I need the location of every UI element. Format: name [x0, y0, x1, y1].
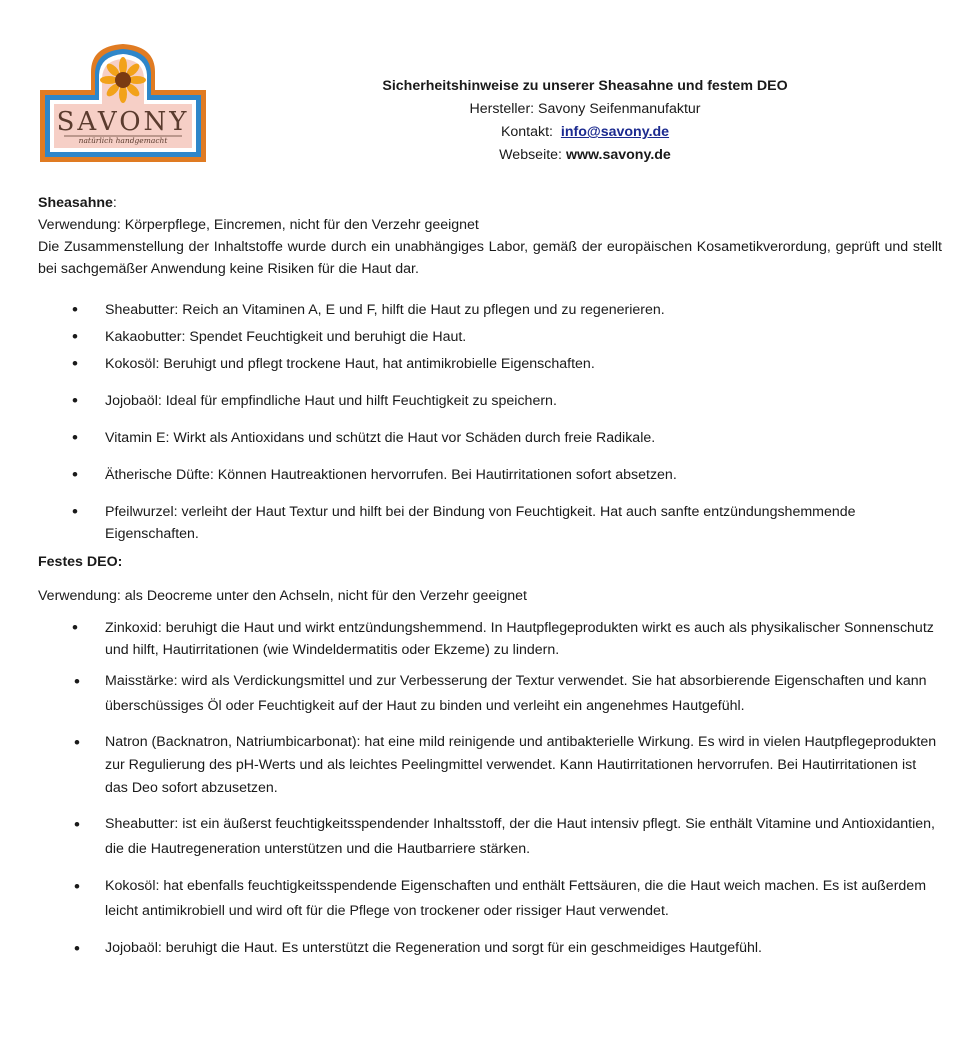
bullet-icon: •	[74, 733, 80, 752]
list-item: • Vitamin E: Wirkt als Antioxidans und schützt die Haut vor Schäden durch freie Radikale.	[72, 428, 656, 447]
website-url: www.savony.de	[565, 147, 671, 163]
list-item: • Sheabutter: Reich an Vitaminen A, E und F, hilft die Haut zu pflegen und zu regenerieren.	[72, 300, 665, 319]
list-item: • Maisstärke: wird als Verdickungsmittel und zur Verbesserung der Textur verwendet. Sie hat absorbierende Eigenschaften und kann überschüssiges Öl oder Feuchtigkeit auf der Haut zu binden und verleiht ein angenehmes Hautgefühl.	[38, 669, 942, 719]
manufacturer-line: Hersteller: Savony Seifenmanufaktur	[469, 101, 701, 117]
bullet-icon: •	[72, 300, 78, 319]
website-line	[340, 144, 830, 167]
list-item: • Sheabutter: ist ein äußerst feuchtigkeitsspendender Inhaltsstoff, der die Haut intensiv pflegt. Sie enthält Vitamine und Antioxidantien, die die Hautregeneration unterstützen und die Hautbarriere stärken.	[38, 812, 942, 862]
shea-ingredient-list	[38, 299, 942, 545]
list-item: • Zinkoxid: beruhigt die Haut und wirkt entzündungshemmend. In Hautpflegeprodukten wirkt es auch als physikalischer Sonnenschutz und hilft, Hautirritationen (wie Windeldermatitis oder Ekzeme) zu lindern.	[72, 618, 934, 658]
document-header	[340, 75, 830, 167]
list-item: • Kokosöl: hat ebenfalls feuchtigkeitsspendende Eigenschaften und enthält Fettsäuren, die die Haut weich machen. Es ist außerdem leicht antimikrobiell und wird oft für die Pflege von trockener oder rissiger Haut verwendet.	[38, 874, 942, 924]
bullet-icon: •	[72, 428, 78, 447]
document-title: Sicherheitshinweise zu unserer Sheasahne und festem DEO	[382, 78, 788, 94]
bullet-icon: •	[72, 465, 78, 484]
shea-usage: Verwendung: Körperpflege, Eincremen, nicht für den Verzehr geeignet	[38, 217, 479, 233]
list-item: • Pfeilwurzel: verleiht der Haut Textur und hilft bei der Bindung von Feuchtigkeit. Hat auch sanfte entzündungshemmende Eigenschaften.	[72, 502, 856, 542]
list-item: • Ätherische Düfte: Können Hautreaktionen hervorrufen. Bei Hautirritationen sofort absetzen.	[72, 465, 677, 484]
savony-logo	[36, 42, 210, 164]
contact-email-link[interactable]: info@savony.de	[560, 124, 670, 140]
shea-heading-line: Sheasahne:	[38, 195, 117, 211]
list-item: • Jojobaöl: Ideal für empfindliche Haut und hilft Feuchtigkeit zu speichern.	[72, 391, 557, 410]
shea-heading: Sheasahne	[38, 195, 113, 211]
bullet-icon: •	[72, 327, 78, 346]
list-item: • Kakaobutter: Spendet Feuchtigkeit und beruhigt die Haut.	[72, 327, 467, 346]
bullet-icon: •	[74, 672, 80, 691]
deo-usage: Verwendung: als Deocreme unter den Achseln, nicht für den Verzehr geeignet	[38, 588, 527, 604]
bullet-icon: •	[72, 354, 78, 373]
bullet-icon: •	[72, 502, 78, 521]
deo-ingredient-list	[38, 617, 942, 961]
bullet-icon: •	[74, 939, 80, 958]
list-item: • Jojobaöl: beruhigt die Haut. Es unterstützt die Regeneration und sorgt für ein geschmeidiges Hautgefühl.	[38, 936, 942, 961]
website-label: Webseite:	[499, 147, 562, 163]
logo-tagline: natürlich handgemacht	[78, 136, 168, 145]
contact-label: Kontakt:	[500, 124, 553, 140]
list-item: • Kokosöl: Beruhigt und pflegt trockene Haut, hat antimikrobielle Eigenschaften.	[72, 354, 595, 373]
bullet-icon: •	[72, 618, 78, 637]
logo-brand: SAVONY	[56, 107, 190, 137]
shea-description: Die Zusammenstellung der Inhaltstoffe wurde durch ein unabhängiges Labor, gemäß der europäischen Kosametikverordung, geprüft und stellt bei sachgemäßer Anwendung keine Risiken für die Haut dar.	[38, 239, 942, 277]
bullet-icon: •	[74, 877, 80, 896]
list-item: • Natron (Backnatron, Natriumbicarbonat): hat eine mild reinigende und antibakterielle Wirkung. Es wird in vielen Hautpflegeprodukten zur Regulierung des pH-Werts und als leichtes Peelingmittel verwendet. Kann Hautirritationen hervorrufen. Bei Hautirritationen ist das Deo sofort abzusetzen.	[74, 733, 937, 796]
contact-line	[340, 121, 830, 144]
bullet-icon: •	[72, 391, 78, 410]
bullet-icon: •	[74, 815, 80, 834]
document-body	[38, 192, 942, 973]
deo-heading: Festes DEO:	[38, 554, 123, 570]
